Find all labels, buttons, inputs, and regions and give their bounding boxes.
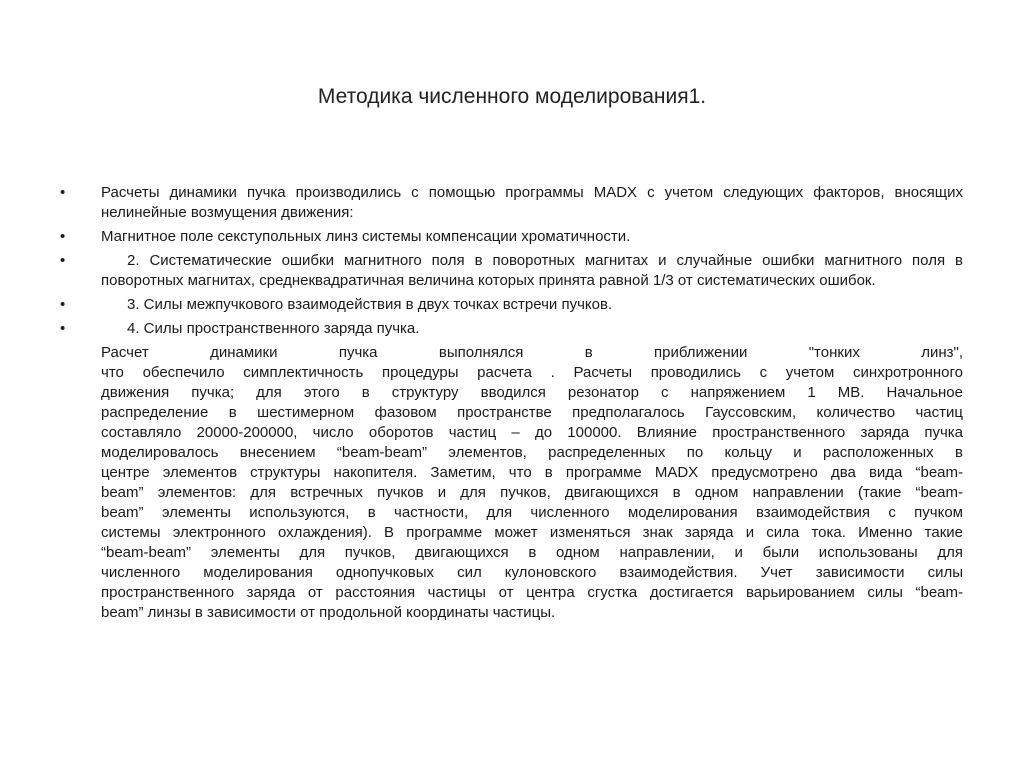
paragraph-line: пространственного заряда от расстояния частицы от центра сгустка достигается варьированием силы “beam- xyxy=(101,584,963,601)
bullet-icon: • xyxy=(60,228,66,245)
bullet-item-2 xyxy=(60,227,963,247)
bullet-item-5 xyxy=(60,319,963,339)
slide-content xyxy=(60,183,963,623)
paragraph-line: центре элементов структуры накопителя. Заметим, что в программе MADX предусмотрено два вида “beam- xyxy=(101,464,963,481)
paragraph-line: распределение в шестимерном фазовом пространстве предполагалось Гауссовским, количество частиц xyxy=(101,404,963,421)
bullet-text: 4. Силы пространственного заряда пучка. xyxy=(127,320,420,337)
paragraph-line: системы электронного охлаждения). В программе может изменяться знак заряда и сила тока. Именно такие xyxy=(101,524,963,541)
paragraph-line: движения пучка; для этого в структуру вводился резонатор с напряжением 1 МВ. Начальное xyxy=(101,384,963,401)
bullet-item-4 xyxy=(60,295,963,315)
paragraph-line: Расчет динамики пучка выполнялся в приближении "тонких линз", xyxy=(101,344,963,361)
paragraph-line: “beam-beam” элементы для пучков, двигающихся в одном направлении, и были использованы для xyxy=(101,544,963,561)
bullet-text: Расчеты динамики пучка производились с помощью программы MADX с учетом следующих факторов, вносящих нелинейные возмущения движения: xyxy=(101,184,963,221)
paragraph-line: beam” линзы в зависимости от продольной координаты частицы. xyxy=(101,604,556,621)
bullet-icon: • xyxy=(60,296,66,313)
slide-title: Методика численного моделирования1. xyxy=(317,85,707,108)
paragraph-line: составляло 20000-200000, число оборотов частиц – до 100000. Влияние пространственного заряда пучка xyxy=(101,424,963,441)
bullet-item-1 xyxy=(60,183,963,223)
body-paragraph xyxy=(60,343,963,623)
paragraph-line: численного моделирования однопучковых сил кулоновского взаимодействия. Учет зависимости силы xyxy=(101,564,963,581)
bullet-item-3 xyxy=(60,251,963,291)
paragraph-line: beam” элементов: для встречных пучков и для пучков, двигающихся в одном направлении (такие “beam- xyxy=(101,484,963,501)
bullet-icon: • xyxy=(60,252,66,269)
bullet-icon: • xyxy=(60,320,66,337)
paragraph-line: моделировалось внесением “beam-beam” элементов, распределенных по кольцу и расположенных в xyxy=(101,444,963,461)
bullet-text: 2. Систематические ошибки магнитного поля в поворотных магнитах и случайные ошибки магнитного поля в поворотных магнитах, среднеквадратичная величина которых принята равной 1/3 от систематических ошибок. xyxy=(101,252,963,289)
bullet-text: Магнитное поле секступольных линз системы компенсации хроматичности. xyxy=(101,228,631,245)
bullet-text: 3. Силы межпучкового взаимодействия в двух точках встречи пучков. xyxy=(127,296,613,313)
bullet-icon: • xyxy=(60,184,66,201)
paragraph-line: beam” элементы используются, в частности, для численного моделирования взаимодействия с пучком xyxy=(101,504,963,521)
paragraph-line: что обеспечило симплектичность процедуры расчета . Расчеты проводились с учетом синхротронного xyxy=(101,364,963,381)
